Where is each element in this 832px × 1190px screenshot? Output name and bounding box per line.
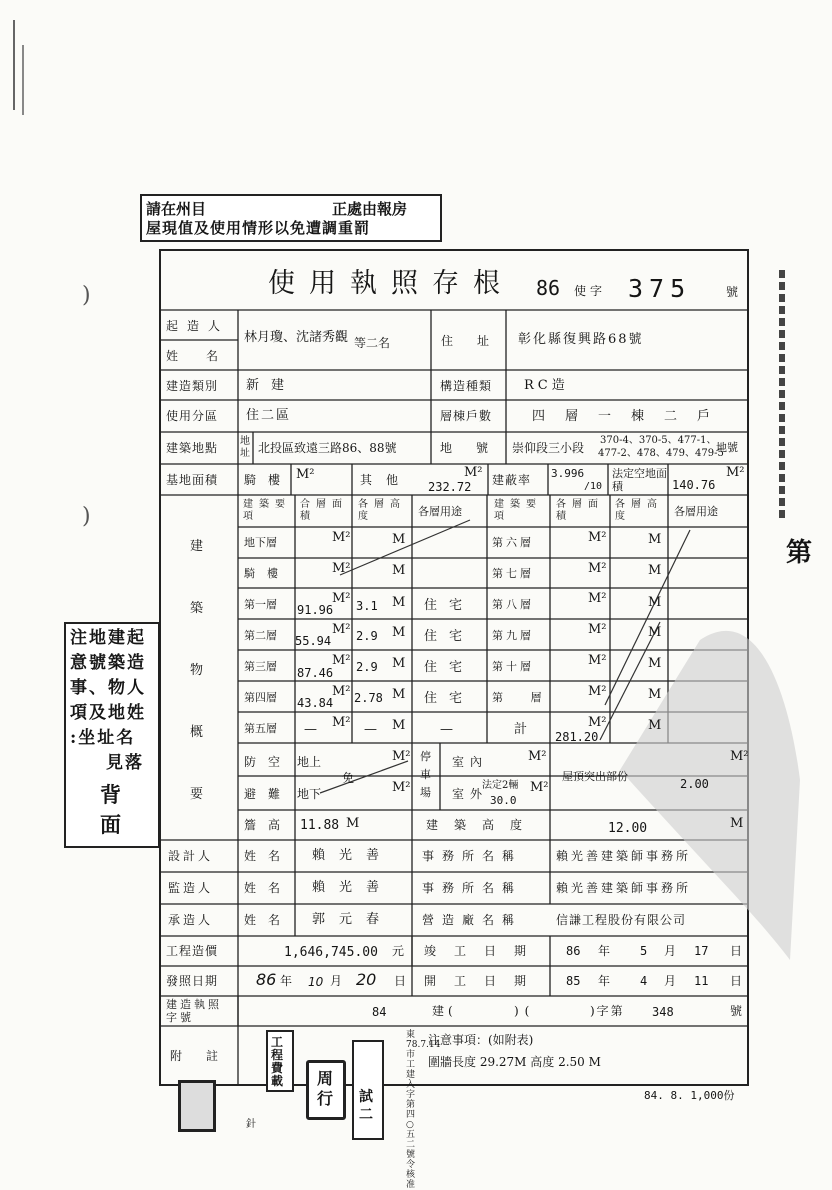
- floor-height: 2.78: [354, 691, 383, 705]
- building-height-label: 建築高度: [426, 818, 539, 832]
- parking-label: 停車場: [420, 750, 431, 799]
- side-char: 建: [190, 539, 204, 554]
- permit-suffix: 號: [730, 1004, 743, 1018]
- inspection-stamp: [266, 1030, 294, 1092]
- permit-word2: )字第: [590, 1004, 625, 1018]
- lot-numbers-1: 370-4、370-5、477-1、: [600, 435, 717, 446]
- site-label: 建築地點: [166, 441, 219, 455]
- site-sub-label: 地址: [240, 436, 250, 459]
- unit-m2: M²: [588, 622, 607, 637]
- left-stamp-line: :坐址名: [70, 728, 136, 748]
- top-stamp-line1: 請在州目: [146, 200, 207, 218]
- unit-m2: M²: [588, 561, 607, 576]
- unit-m: M: [648, 563, 662, 578]
- start-d-unit: 日: [730, 974, 743, 988]
- building-height-value: 12.00: [608, 821, 648, 836]
- header-use-right: 各層用途: [674, 505, 718, 518]
- start-y-unit: 年: [598, 974, 611, 988]
- eave-unit: M: [346, 816, 360, 831]
- unit-m: M: [392, 595, 406, 610]
- side-char: 物: [190, 663, 204, 678]
- unit-m2: M²: [332, 684, 351, 699]
- supervisor-name: 賴光善: [312, 880, 394, 895]
- contractor-name: 郭元春: [312, 912, 394, 927]
- left-margin-stamp: [64, 622, 160, 848]
- floor-name: 第二層: [244, 629, 277, 642]
- coverage-denominator: /10: [584, 481, 603, 492]
- legal-open-value: 140.76: [672, 478, 716, 492]
- supervisor-office: 賴光善建築師事務所: [556, 881, 692, 895]
- punch-mark: ): [82, 283, 91, 308]
- contractor-office: 信謙工程股份有限公司: [556, 913, 687, 927]
- right-floor-name: 第七層: [492, 567, 534, 580]
- corner-seal: [178, 1080, 216, 1132]
- floor-use: 住宅: [424, 660, 475, 675]
- issue-year: 86: [256, 970, 277, 989]
- title-word: 使字: [574, 284, 607, 298]
- issue-label: 發照日期: [166, 974, 219, 988]
- arcade-label: 騎樓: [244, 473, 293, 487]
- side-char: 概: [190, 725, 204, 740]
- unit-m2: M²: [332, 715, 351, 730]
- permit-number: 348: [652, 1005, 674, 1019]
- unit-m: M: [648, 656, 662, 671]
- designer-role: 設計人: [168, 849, 214, 863]
- unit-m: M: [392, 625, 406, 640]
- parking-legal: 法定2輛: [482, 780, 519, 791]
- coverage-value: 3.996: [551, 467, 585, 480]
- floor-area: 43.84: [297, 696, 334, 710]
- floors-value: 四層一棟二戶: [532, 409, 731, 424]
- applicant-value: 林月瓊、沈諸秀觀: [244, 330, 349, 345]
- seal-text: 周行: [317, 1069, 334, 1108]
- supervisor-office-label: 事務所名稱: [422, 881, 523, 895]
- start-month: 4: [640, 974, 648, 988]
- contractor-name-label: 姓名: [244, 913, 293, 927]
- right-floor-name: 第六層: [492, 536, 534, 549]
- floor-name: 騎樓: [244, 567, 290, 580]
- lot-numbers-2: 477-2、478、479、479-5: [598, 448, 724, 459]
- unit-m2: M²: [588, 684, 607, 699]
- right-floor-name: 第十層: [492, 660, 534, 673]
- remark-note-1: 注意事項：(如附表): [428, 1033, 534, 1047]
- lot-value: 崇仰段三小段: [512, 441, 585, 455]
- arcade-unit: M²: [296, 467, 315, 482]
- designer-office: 賴光善建築師事務所: [556, 849, 692, 863]
- unit-m2: M²: [392, 749, 411, 764]
- address-label: 住址: [441, 334, 514, 348]
- seal-stamp: [306, 1060, 346, 1120]
- left-stamp-line: 項及地姓: [70, 703, 146, 723]
- unit-m: M: [648, 532, 662, 547]
- officer-stamp: [352, 1040, 384, 1140]
- designer-name-label: 姓名: [244, 849, 293, 863]
- unit-m: M: [392, 656, 406, 671]
- designer-name: 賴光善: [312, 848, 394, 863]
- unit-m2: M²: [332, 622, 351, 637]
- start-year: 85: [566, 974, 581, 988]
- supervisor-role: 監造人: [168, 881, 214, 895]
- top-stamp-line1-end: 正處由報房: [332, 200, 408, 218]
- header-area: 合層面積: [300, 499, 348, 522]
- floor-name: 第三層: [244, 660, 277, 673]
- unit-m: M: [648, 595, 662, 610]
- roof-value: 2.00: [680, 777, 709, 791]
- issue-y-unit: 年: [280, 974, 293, 988]
- page-title: 使用執照存根: [268, 268, 514, 299]
- base-area-label: 基地面積: [166, 473, 219, 487]
- title-number: 375: [628, 274, 692, 303]
- header-height-right: 各層高度: [615, 499, 663, 522]
- floors-label: 層棟戶數: [440, 409, 493, 423]
- issue-day: 20: [356, 970, 377, 989]
- remarks-label: 附註: [170, 1049, 243, 1063]
- issue-month: 10: [308, 975, 324, 989]
- left-stamp-line: 注地建起: [70, 628, 146, 648]
- unit-m2: M²: [730, 749, 749, 764]
- issue-m-unit: 月: [330, 974, 343, 988]
- floor-name: 第五層: [244, 722, 277, 735]
- other-unit: M²: [464, 465, 483, 480]
- other-label: 其他: [360, 473, 413, 487]
- zone-label: 使用分區: [166, 409, 219, 423]
- start-m-unit: 月: [664, 974, 677, 988]
- right-floor-name: 第八層: [492, 598, 534, 611]
- officer-stamp-text: 試二: [359, 1089, 373, 1123]
- total-area: 281.20: [555, 730, 599, 744]
- unit-m2: M²: [392, 780, 411, 795]
- building-height-unit: M: [730, 816, 744, 831]
- floor-name: 第一層: [244, 598, 277, 611]
- done-month: 5: [640, 944, 648, 958]
- signature-mark: 針: [246, 1119, 256, 1130]
- top-stamp-line2: 屋現值及使用情形以免遭調重罰: [146, 219, 371, 237]
- unit-m2: M²: [588, 653, 607, 668]
- side-char: 要: [190, 787, 204, 802]
- start-label: 開工日期: [424, 974, 545, 988]
- unit-m: M: [392, 563, 406, 578]
- applicant-label: 起造人: [166, 319, 230, 333]
- unit-m: M: [392, 532, 406, 547]
- floor-height: 2.9: [356, 629, 378, 643]
- roof-label: 屋頂突出部份: [562, 770, 628, 783]
- other-value: 232.72: [428, 480, 472, 494]
- evacuation-label: 避難: [244, 787, 293, 801]
- parking-outdoor: 室外: [452, 787, 489, 801]
- contractor-role: 承造人: [168, 913, 214, 927]
- floor-height: —: [364, 722, 377, 737]
- unit-m: M: [392, 718, 406, 733]
- eave-label: 簷高: [244, 818, 293, 832]
- parking-outdoor-value: 30.0: [490, 794, 517, 807]
- unit-m2: M²: [588, 591, 607, 606]
- unit-m2: M²: [588, 530, 607, 545]
- left-stamp-line: 意號築造: [70, 653, 146, 673]
- floor-use: —: [440, 722, 453, 737]
- floor-area: 55.94: [295, 634, 332, 648]
- punch-mark: ): [82, 504, 91, 529]
- stamp-text: 工程費載: [271, 1035, 284, 1088]
- vertical-note: 東78.7.14市工建入字第四○五二號令核准: [406, 1030, 441, 1190]
- site-value: 北投區致遠三路86、88號: [258, 441, 397, 455]
- structure-label: 構造種類: [440, 379, 493, 393]
- floor-use: 住宅: [424, 691, 475, 706]
- left-stamp-line: 見落: [106, 753, 144, 773]
- contractor-office-label: 營造廠名稱: [422, 913, 523, 927]
- left-stamp-line: 事、物人: [70, 678, 146, 698]
- total-label: 計: [514, 722, 528, 737]
- unit-m: M: [648, 625, 662, 640]
- shelter-ground: 地上: [297, 755, 322, 769]
- unit-m2: M²: [588, 715, 607, 730]
- permit-label: 建造執照字號: [166, 998, 222, 1024]
- unit-m2: M²: [530, 780, 549, 795]
- zone-value: 住二區: [246, 408, 292, 423]
- remark-note-2: 圍牆長度 29.27M 高度 2.50 M: [428, 1055, 601, 1069]
- header-height: 各層高度: [358, 499, 406, 522]
- structure-value: RC造: [524, 378, 569, 393]
- done-m-unit: 月: [664, 944, 677, 958]
- start-day: 11: [694, 974, 709, 988]
- coverage-label: 建蔽率: [492, 473, 532, 487]
- left-stamp-line: 面: [100, 812, 121, 837]
- floor-use: 住宅: [424, 598, 475, 613]
- unit-m: M: [648, 718, 662, 733]
- floor-height: 2.9: [356, 660, 378, 674]
- floor-area: —: [304, 722, 317, 737]
- applicant-name-label: 姓名: [166, 349, 247, 363]
- unit-m: M: [392, 687, 406, 702]
- header-area-right: 各層面積: [556, 499, 604, 522]
- issue-d-unit: 日: [394, 974, 407, 988]
- unit-m2: M²: [528, 749, 547, 764]
- done-label: 竣工日期: [424, 944, 545, 958]
- parking-indoor: 室內: [452, 755, 489, 769]
- permit-mid: )(: [514, 1004, 536, 1018]
- permit-word: 建(: [432, 1004, 457, 1018]
- floor-height: 3.1: [356, 599, 378, 613]
- shelter-label: 防空: [244, 755, 293, 769]
- unit-m2: M²: [332, 561, 351, 576]
- done-day: 17: [694, 944, 709, 958]
- header-item-right: 建築要項: [494, 499, 542, 522]
- unit-m2: M²: [332, 591, 351, 606]
- right-margin-char: 第: [786, 538, 813, 568]
- floor-name: 地下層: [244, 536, 277, 549]
- designer-office-label: 事務所名稱: [422, 849, 523, 863]
- floor-name: 第四層: [244, 691, 277, 704]
- eave-value: 11.88: [300, 818, 340, 833]
- right-floor-name: 第九層: [492, 629, 534, 642]
- cost-value: 1,646,745.00: [284, 945, 378, 960]
- category-label: 建造類別: [166, 379, 219, 393]
- legal-open-label: 法定空地面積: [612, 467, 667, 493]
- lot-label: 地號: [440, 441, 513, 455]
- floor-use: 住宅: [424, 629, 475, 644]
- category-value: 新建: [246, 378, 297, 393]
- permit-year: 84: [372, 1005, 387, 1019]
- shelter-under: 地下: [297, 787, 322, 801]
- header-item: 建築要項: [243, 499, 291, 522]
- done-year: 86: [566, 944, 581, 958]
- title-year: 86: [536, 276, 561, 300]
- address-value: 彰化縣復興路68號: [518, 332, 644, 347]
- done-d-unit: 日: [730, 944, 743, 958]
- lot-suffix: 地號: [716, 441, 738, 454]
- cost-unit: 元: [392, 944, 405, 958]
- applicant-value-suffix: 等二名: [354, 336, 391, 350]
- right-floor-name: 第 層: [492, 691, 554, 704]
- floor-area: 91.96: [297, 603, 334, 617]
- legal-open-unit: M²: [726, 465, 745, 480]
- supervisor-name-label: 姓名: [244, 881, 293, 895]
- title-suffix: 號: [726, 285, 739, 299]
- unit-m2: M²: [332, 653, 351, 668]
- unit-m: M: [648, 687, 662, 702]
- floor-area: 87.46: [297, 666, 334, 680]
- header-use: 各層用途: [418, 505, 462, 518]
- cost-label: 工程造價: [166, 944, 219, 958]
- print-note: 84. 8. 1,000份: [644, 1089, 735, 1102]
- unit-m2: M²: [332, 530, 351, 545]
- shelter-none: 免: [342, 771, 355, 785]
- side-char: 築: [190, 601, 204, 616]
- done-y-unit: 年: [598, 944, 611, 958]
- left-stamp-line: 背: [100, 782, 121, 807]
